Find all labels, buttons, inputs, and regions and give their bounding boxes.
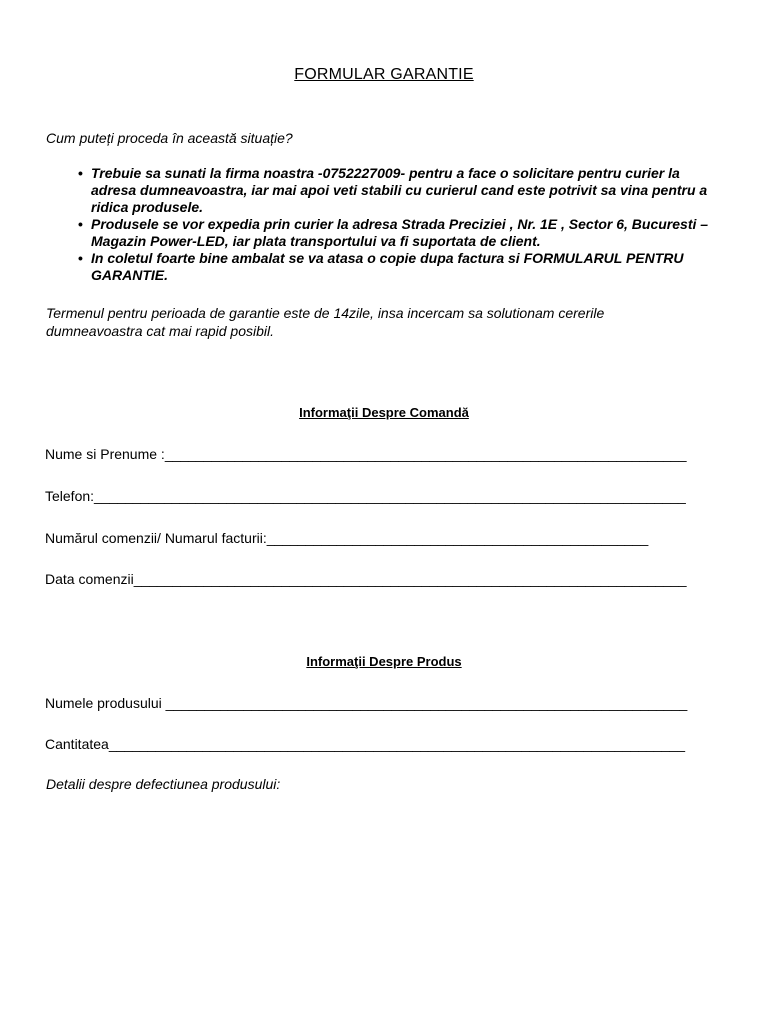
bullet-icon: •: [78, 250, 83, 266]
name-field[interactable]: Nume si Prenume :___________________________________________________________________: [45, 446, 687, 462]
order-number-field[interactable]: Numărul comenzii/ Numarul facturii:_________________________________________________: [45, 530, 649, 546]
defect-details-label: Detalii despre defectiunea produsului:: [46, 776, 281, 792]
instructions-list: [78, 165, 728, 284]
instruction-text: Produsele se vor expedia prin curier la adresa Strada Preciziei , Nr. 1E , Sector 6, Bucuresti – Magazin Power-LED, iar plata transportului va fi suportata de client.: [91, 216, 709, 249]
phone-field[interactable]: Telefon:____________________________________________________________________________: [45, 488, 686, 504]
instruction-text: In coletul foarte bine ambalat se va atasa o copie dupa factura si FORMULARUL PENTRU GARANTIE.: [91, 250, 684, 283]
instruction-item: [78, 216, 728, 250]
form-title: FORMULAR GARANTIE: [294, 66, 474, 83]
product-name-field[interactable]: Numele produsului ___________________________________________________________________: [45, 695, 688, 711]
order-info-heading: Informaţii Despre Comandă: [299, 405, 469, 420]
product-info-heading: Informaţii Despre Produs: [306, 654, 462, 669]
instruction-text: Trebuie sa sunati la firma noastra -0752227009- pentru a face o solicitare pentru curier la adresa dumneavoastra, iar mai apoi veti stabili cu curierul cand este potrivit sa vina pentru a ridica produsele.: [91, 165, 708, 215]
quantity-field[interactable]: Cantitatea__________________________________________________________________________: [45, 736, 685, 752]
bullet-icon: •: [78, 165, 83, 181]
bullet-icon: •: [78, 216, 83, 232]
intro-question: Cum puteți proceda în această situație?: [46, 130, 293, 146]
order-date-field[interactable]: Data comenzii_______________________________________________________________________: [45, 571, 687, 587]
instruction-item: [78, 165, 728, 216]
instruction-item: [78, 250, 728, 284]
warranty-term-text: Termenul pentru perioada de garantie este de 14zile, insa incercam sa solutionam cererile dumneavoastra cat mai rapid posibil.: [46, 305, 605, 339]
